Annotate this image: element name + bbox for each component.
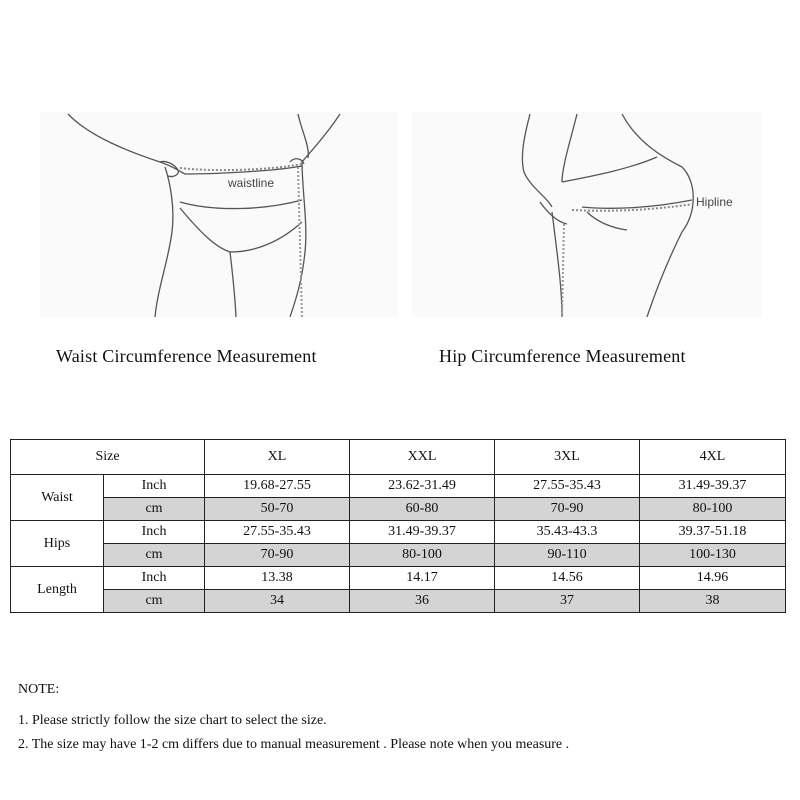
value-cell: 39.37-51.18 [640, 521, 786, 544]
table-row [11, 475, 786, 498]
note-title: NOTE: [18, 682, 60, 697]
waist-measurement-illustration [40, 112, 398, 317]
hipline-label: Hipline [696, 195, 733, 209]
row-group-label: Hips [11, 521, 104, 567]
hip-measurement-illustration [412, 112, 762, 317]
row-group-label: Waist [11, 475, 104, 521]
size-header-cell: Size [11, 440, 205, 475]
unit-cell: cm [104, 590, 205, 613]
unit-cell: Inch [104, 521, 205, 544]
note-item: 1. Please strictly follow the size chart to select the size. [18, 713, 327, 728]
unit-cell: Inch [104, 475, 205, 498]
value-cell: 23.62-31.49 [350, 475, 495, 498]
value-cell: 36 [350, 590, 495, 613]
unit-cell: cm [104, 498, 205, 521]
table-row [11, 521, 786, 544]
value-cell: 60-80 [350, 498, 495, 521]
size-column-header: 3XL [495, 440, 640, 475]
value-cell: 13.38 [205, 567, 350, 590]
value-cell: 90-110 [495, 544, 640, 567]
value-cell: 27.55-35.43 [495, 475, 640, 498]
waistline-label-layer [40, 112, 398, 317]
value-cell: 37 [495, 590, 640, 613]
size-chart-table [10, 439, 786, 613]
row-group-label: Length [11, 567, 104, 613]
unit-cell: Inch [104, 567, 205, 590]
note-item: 2. The size may have 1-2 cm differs due to manual measurement . Please note when you measure . [18, 737, 570, 752]
waistline-label: waistline [228, 176, 275, 190]
hipline-label-layer [412, 112, 762, 317]
value-cell: 70-90 [205, 544, 350, 567]
value-cell: 14.96 [640, 567, 786, 590]
hip-caption: Hip Circumference Measurement [439, 346, 686, 366]
table-row [11, 544, 786, 567]
value-cell: 14.17 [350, 567, 495, 590]
value-cell: 14.56 [495, 567, 640, 590]
size-column-header: XL [205, 440, 350, 475]
value-cell: 31.49-39.37 [350, 521, 495, 544]
value-cell: 38 [640, 590, 786, 613]
size-column-header: 4XL [640, 440, 786, 475]
table-header-row [11, 440, 786, 475]
value-cell: 35.43-43.3 [495, 521, 640, 544]
value-cell: 34 [205, 590, 350, 613]
unit-cell: cm [104, 544, 205, 567]
value-cell: 80-100 [640, 498, 786, 521]
table-row [11, 590, 786, 613]
table-row [11, 567, 786, 590]
value-cell: 19.68-27.55 [205, 475, 350, 498]
value-cell: 100-130 [640, 544, 786, 567]
value-cell: 27.55-35.43 [205, 521, 350, 544]
value-cell: 70-90 [495, 498, 640, 521]
value-cell: 80-100 [350, 544, 495, 567]
waist-caption: Waist Circumference Measurement [56, 346, 317, 366]
size-column-header: XXL [350, 440, 495, 475]
value-cell: 50-70 [205, 498, 350, 521]
table-row [11, 498, 786, 521]
value-cell: 31.49-39.37 [640, 475, 786, 498]
